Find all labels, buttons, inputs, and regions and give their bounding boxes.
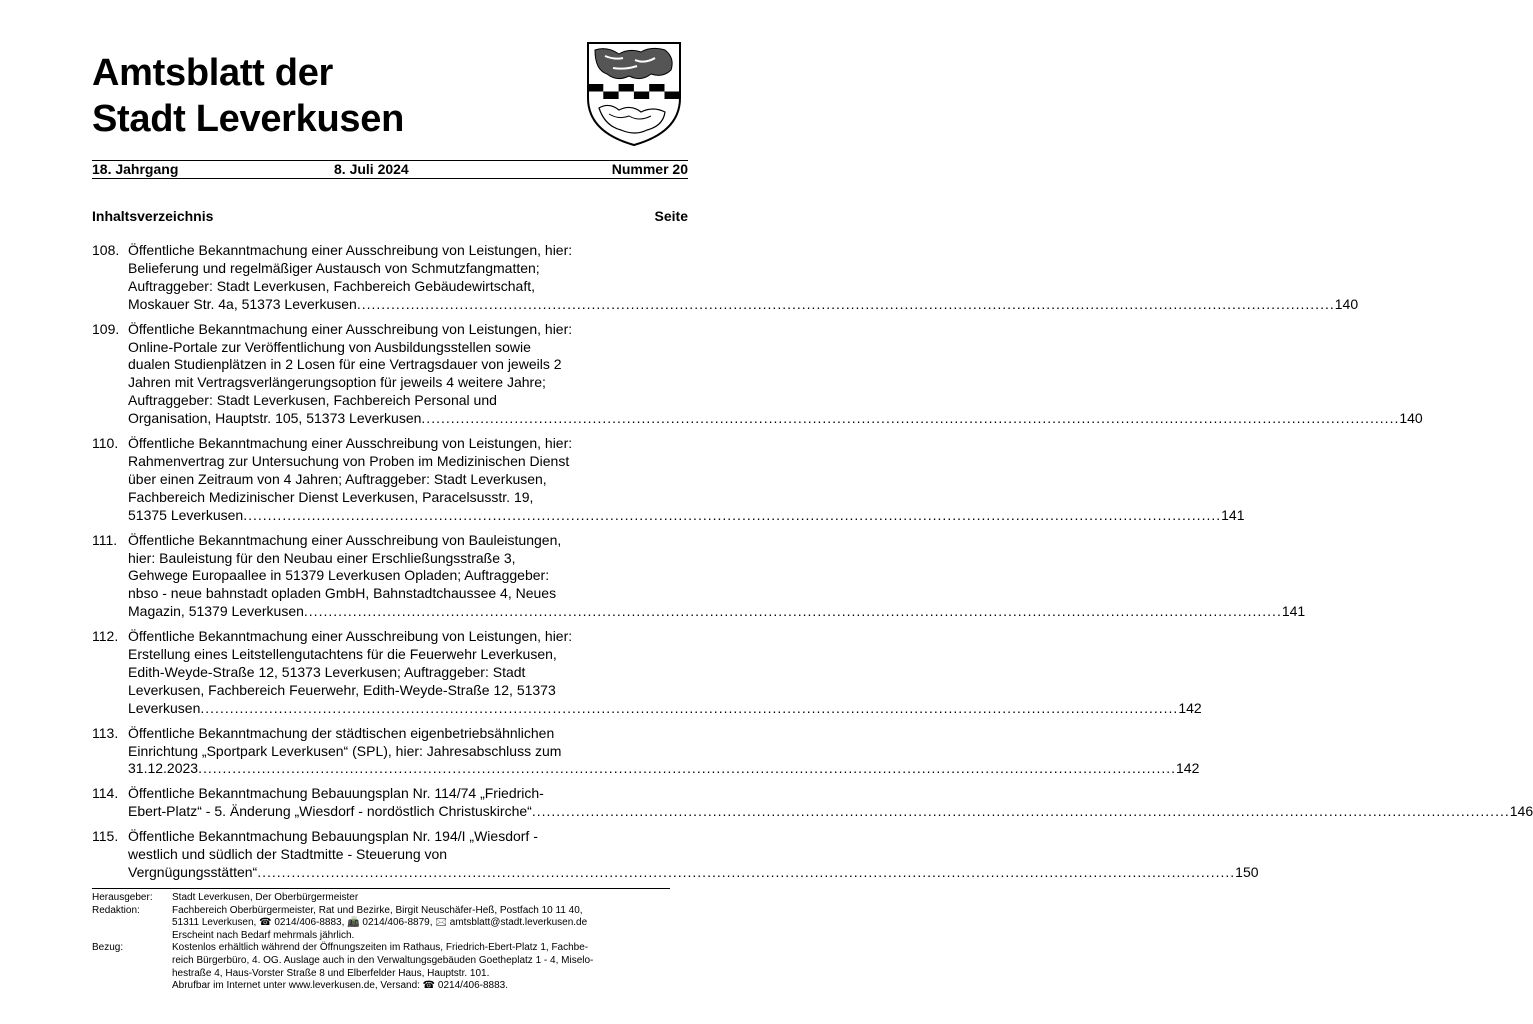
document-title <box>92 50 404 142</box>
entry-text-line: Leverkusen <box>128 699 201 716</box>
toc-entry <box>92 785 1533 821</box>
dot-leader: ........................................................................................................................................................................................................ <box>356 295 1335 312</box>
entry-number: 108. <box>92 242 120 258</box>
entry-text-line: 51375 Leverkusen <box>128 506 244 523</box>
coat-of-arms-icon <box>585 40 683 148</box>
issue-info-bar <box>92 160 688 179</box>
distribution-line: Kostenlos erhältlich während der Öffnungszeiten im Rathaus, Friedrich-Ebert-Platz 1, Fachbe- <box>172 942 589 954</box>
distribution-line: Abrufbar im Internet unter www.leverkusen.de, Versand: ☎ 0214/406-8883. <box>172 980 508 992</box>
issue-date: 8. Juli 2024 <box>334 161 409 177</box>
entry-text-line: Rahmenvertrag zur Untersuchung von Proben im Medizinischen Dienst <box>128 452 570 469</box>
entry-text-line: Öffentliche Bekanntmachung einer Ausschreibung von Leistungen, hier: <box>128 320 573 337</box>
entry-last-line <box>128 507 1245 525</box>
toc-heading: Inhaltsverzeichnis <box>92 208 214 224</box>
entry-text-line: Öffentliche Bekanntmachung Bebauungsplan Nr. 194/I „Wiesdorf - <box>128 828 538 845</box>
entry-text-line: Öffentliche Bekanntmachung Bebauungsplan Nr. 114/74 „Friedrich- <box>128 785 544 802</box>
entry-text-line: westlich und südlich der Stadtmitte - Steuerung von <box>128 846 448 863</box>
editorial-line: Fachbereich Oberbürgermeister, Rat und Bezirke, Birgit Neuschäfer-Heß, Postfach 10 11 40, <box>172 904 583 916</box>
entry-text-line: Belieferung und regelmäßiger Austausch von Schmutzfangmatten; <box>128 259 540 276</box>
toc-header <box>92 208 688 224</box>
dot-leader: ........................................................................................................................................................................................................ <box>531 803 1510 820</box>
entry-text-line: Erstellung eines Leitstellengutachtens für die Feuerwehr Leverkusen, <box>128 646 557 663</box>
imprint <box>92 892 682 993</box>
entry-text-line: Organisation, Hauptstr. 105, 51373 Leverkusen <box>128 410 422 427</box>
entry-page-number: 141 <box>1281 603 1306 620</box>
editorial-line: 51311 Leverkusen, ☎ 0214/406-8883, 📠 0214/406-8879, 🖂 amtsblatt@stadt.leverkusen.de <box>172 917 588 929</box>
issue-number: Nummer 20 <box>611 161 688 177</box>
imprint-distribution <box>92 942 682 992</box>
entry-text-line: Fachbereich Medizinischer Dienst Leverkusen, Paracelsusstr. 19, <box>128 488 534 505</box>
entry-last-line <box>128 803 1533 821</box>
dot-leader: ........................................................................................................................................................................................................ <box>243 506 1222 523</box>
distribution-line: reich Bürgerbüro, 4. OG. Auslage auch in den Verwaltungsgebäuden Goetheplatz 1 - 4, Miselo- <box>172 954 594 966</box>
entry-text-line: Auftraggeber: Stadt Leverkusen, Fachbereich Gebäudewirtschaft, <box>128 277 536 294</box>
entry-number: 110. <box>92 435 119 452</box>
entry-last-line <box>128 760 1199 778</box>
entry-text-line: Jahren mit Vertragsverlängerungsoption für jeweils 4 weitere Jahre; <box>128 374 546 391</box>
imprint-editorial <box>92 905 682 943</box>
footer-divider <box>92 888 670 889</box>
entry-page-number: 141 <box>1221 506 1245 523</box>
entry-last-line <box>128 864 1259 882</box>
entry-number: 114. <box>92 785 119 802</box>
entry-text-line: Öffentliche Bekanntmachung einer Ausschreibung von Bauleistungen, <box>128 531 562 548</box>
toc-entry <box>92 242 1359 314</box>
entry-text-line: Öffentliche Bekanntmachung einer Ausschreibung von Leistungen, hier: <box>128 628 573 645</box>
entry-page-number: 142 <box>1176 760 1200 777</box>
entry-number: 112. <box>92 628 119 645</box>
entry-text-line: Gehwege Europaallee in 51379 Leverkusen Opladen; Auftraggeber: <box>128 567 550 584</box>
toc-entry <box>92 320 1423 428</box>
toc-entry <box>92 828 1259 882</box>
entry-last-line <box>128 700 1202 718</box>
entry-last-line <box>128 603 1305 621</box>
entry-text-line: Einrichtung „Sportpark Leverkusen“ (SPL), hier: Jahresabschluss zum <box>128 742 562 759</box>
entry-number: 113. <box>92 724 119 741</box>
distribution-label: Bezug: <box>92 942 124 954</box>
entry-number: 115. <box>92 828 119 845</box>
entry-page-number: 140 <box>1399 410 1423 427</box>
entry-text-line: Öffentliche Bekanntmachung der städtischen eigenbetriebsähnlichen <box>128 724 555 741</box>
entry-text-line: Öffentliche Bekanntmachung einer Ausschreibung von Leistungen, hier: <box>128 435 573 452</box>
dot-leader: ........................................................................................................................................................................................................ <box>257 864 1236 880</box>
dot-leader: ........................................................................................................................................................................................................ <box>303 603 1282 620</box>
toc-entry <box>92 724 1200 779</box>
entry-number: 111. <box>92 531 118 548</box>
entry-text-line: 31.12.2023 <box>128 760 199 777</box>
entry-text-line: Moskauer Str. 4a, 51373 Leverkusen <box>128 295 357 312</box>
title-line-2: Stadt Leverkusen <box>92 98 404 140</box>
entry-page-number: 140 <box>1334 295 1359 312</box>
entry-number: 109. <box>92 320 120 337</box>
entry-page-number: 142 <box>1178 699 1202 716</box>
entry-text-line: Ebert-Platz“ - 5. Änderung „Wiesdorf - nordöstlich Christuskirche“ <box>128 803 532 820</box>
entry-text-line: Leverkusen, Fachbereich Feuerwehr, Edith-Weyde-Straße 12, 51373 <box>128 681 556 698</box>
publisher-label: Herausgeber: <box>92 892 153 903</box>
dot-leader: ........................................................................................................................................................................................................ <box>198 760 1177 777</box>
toc-entry <box>92 435 1245 525</box>
toc-entry <box>92 628 1202 718</box>
publisher-line: Stadt Leverkusen, Der Oberbürgermeister <box>172 892 359 903</box>
entry-text-line: Öffentliche Bekanntmachung einer Ausschreibung von Leistungen, hier: <box>128 242 573 258</box>
distribution-line: hestraße 4, Haus-Vorster Straße 8 und Elberfelder Haus, Hauptstr. 101. <box>172 967 490 979</box>
volume-year: 18. Jahrgang <box>92 161 179 177</box>
toc-entries <box>92 242 1533 889</box>
dot-leader: ........................................................................................................................................................................................................ <box>200 699 1179 716</box>
imprint-publisher <box>92 892 682 905</box>
entry-text-line: Online-Portale zur Veröffentlichung von Ausbildungsstellen sowie <box>128 338 531 355</box>
toc-entry <box>92 531 1306 622</box>
entry-text-line: Auftraggeber: Stadt Leverkusen, Fachbereich Personal und <box>128 392 497 409</box>
entry-text-line: Vergnügungsstätten“ <box>128 864 258 880</box>
entry-page-number: 150 <box>1235 864 1259 880</box>
entry-text-line: über einen Zeitraum von 4 Jahren; Auftraggeber: Stadt Leverkusen, <box>128 470 547 487</box>
dot-leader: ........................................................................................................................................................................................................ <box>421 410 1400 427</box>
title-line-1: Amtsblatt der <box>92 52 334 94</box>
entry-text-line: dualen Studienplätzen in 2 Losen für eine Vertragsdauer von jeweils 2 <box>128 356 562 373</box>
entry-text-line: Magazin, 51379 Leverkusen <box>128 603 304 620</box>
entry-last-line <box>128 296 1358 314</box>
entry-page-number: 146 <box>1509 803 1533 820</box>
entry-text-line: Edith-Weyde-Straße 12, 51373 Leverkusen; Auftraggeber: Stadt <box>128 663 526 680</box>
entry-last-line <box>128 410 1423 428</box>
editorial-line: Erscheint nach Bedarf mehrmals jährlich. <box>172 929 355 941</box>
entry-text-line: hier: Bauleistung für den Neubau einer Erschließungsstraße 3, <box>128 549 516 566</box>
entry-text-line: nbso - neue bahnstadt opladen GmbH, Bahnstadtchaussee 4, Neues <box>128 585 557 602</box>
toc-page-label: Seite <box>654 208 688 224</box>
editorial-label: Redaktion: <box>92 904 140 916</box>
